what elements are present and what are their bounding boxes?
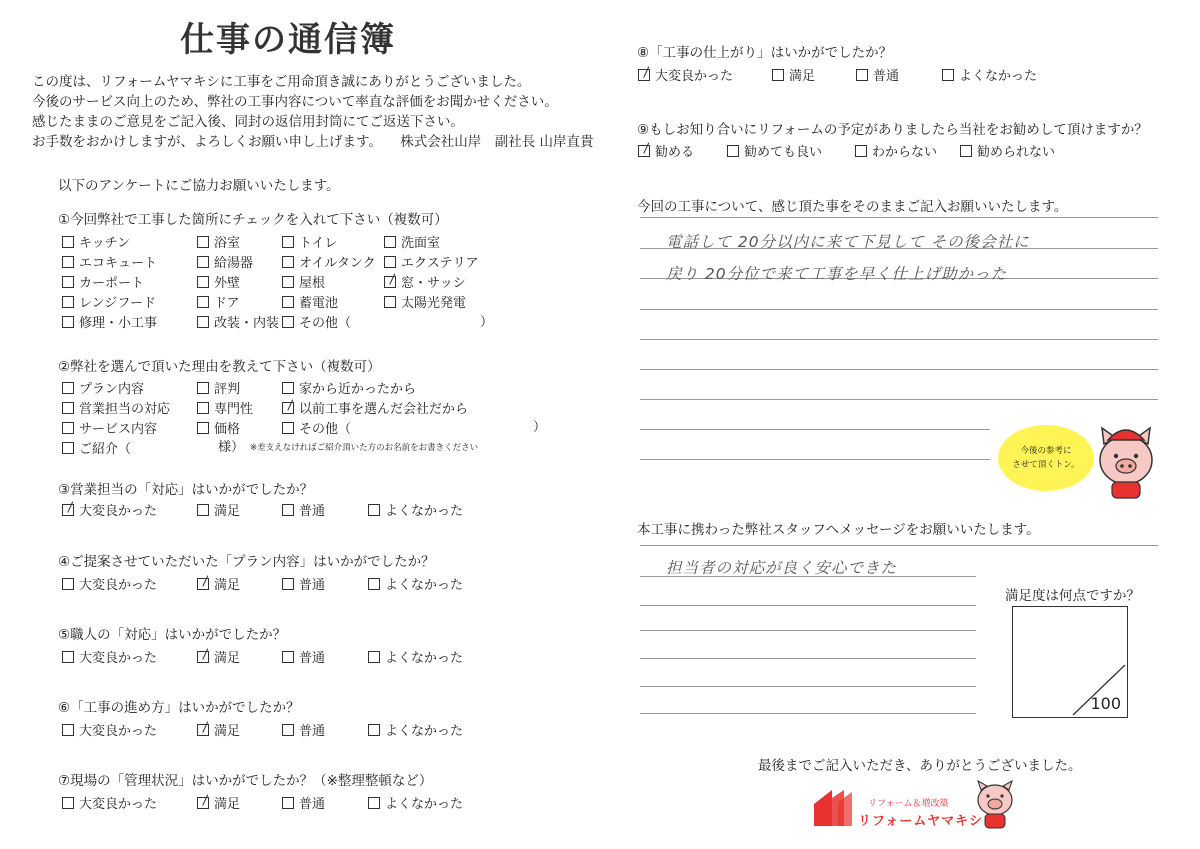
q1-option-1-checkbox[interactable] <box>197 236 209 248</box>
q1-option-9[interactable] <box>197 272 240 291</box>
q2-option-8-checkbox[interactable] <box>282 422 294 434</box>
q5-option-1[interactable] <box>197 647 240 666</box>
score-label: 満足度は何点ですか？ <box>1005 588 1140 604</box>
q2-option-8-label: その他（ <box>299 422 352 437</box>
signature: 株式会社山岸 副社長 山岸直貴 <box>400 134 594 150</box>
comment-rule-line <box>640 217 1158 218</box>
q2-option-3[interactable] <box>62 398 170 417</box>
q7-option-0[interactable] <box>62 793 157 812</box>
closing-message: 最後までご記入いただき、ありがとうございました。 <box>758 758 1082 774</box>
q3-option-0[interactable] <box>62 500 157 519</box>
intro-line-3: 感じたままのご意見をご記入後、同封の返信用封筒にてご返送下さい。 <box>32 114 464 130</box>
q8-option-1-label: 満足 <box>789 69 816 84</box>
q5-option-3-checkbox[interactable] <box>368 651 380 663</box>
comment-rule-line <box>640 459 990 460</box>
q9-option-2-label: わからない <box>872 145 938 160</box>
comment-handwriting-1: 電話して 20分以内に来て下見して その後会社に <box>666 233 1030 251</box>
q1-option-3-checkbox[interactable] <box>384 236 396 248</box>
q6-option-1-label: 満足 <box>214 724 241 739</box>
staff-message-rule-line <box>640 630 976 631</box>
q1-option-5-label: 給湯器 <box>214 256 254 271</box>
q1-option-3[interactable] <box>384 232 440 251</box>
q4-option-0-checkbox[interactable] <box>62 578 74 590</box>
q6-option-1-checkbox[interactable] <box>197 724 209 736</box>
q2-option-9-label: ご紹介（ <box>79 442 132 457</box>
q8-option-3-checkbox[interactable] <box>942 69 954 81</box>
q1-option-15[interactable] <box>384 292 466 311</box>
q4-option-3[interactable] <box>368 574 463 593</box>
q4-option-3-label: よくなかった <box>385 578 464 593</box>
logo-tagline: リフォーム＆増改築 <box>868 799 949 809</box>
q2-option-5-label: 以前工事を選んだ会社だから <box>299 402 469 417</box>
comment-handwriting-2: 戻り 20分位で来て工事を早く仕上げ助かった <box>666 265 1008 283</box>
q8-option-0-label: 大変良かった <box>655 69 734 84</box>
intro-line-4: お手数をおかけしますが、よろしくお願い申し上げます。 <box>32 134 382 150</box>
q9-option-1-checkbox[interactable] <box>727 145 739 157</box>
q2-option-2-checkbox[interactable] <box>282 382 294 394</box>
q5-option-2-checkbox[interactable] <box>282 651 294 663</box>
q9-option-1[interactable] <box>727 141 822 160</box>
q5-option-0-label: 大変良かった <box>79 651 158 666</box>
q8-option-2[interactable] <box>856 65 899 84</box>
q5-option-1-label: 満足 <box>214 651 241 666</box>
bubble-line-1: 今後の参考に <box>1020 446 1072 456</box>
company-logo-icon <box>812 788 854 828</box>
q2-option-6-checkbox[interactable] <box>62 422 74 434</box>
q3-option-1-label: 満足 <box>214 504 241 519</box>
q2-option-1[interactable] <box>197 378 240 397</box>
q9-option-3-label: 勧められない <box>977 145 1056 160</box>
q8-option-1-checkbox[interactable] <box>772 69 784 81</box>
q3-label: ③営業担当の「対応」はいかがでしたか？ <box>58 482 314 498</box>
q4-option-0[interactable] <box>62 574 157 593</box>
q1-option-10[interactable] <box>282 272 325 291</box>
q2-option-5[interactable] <box>282 398 468 417</box>
q1-option-11-label: 窓・サッシ <box>401 276 466 291</box>
staff-message-handwriting: 担当者の対応が良く安心できた <box>666 559 898 577</box>
q1-option-5[interactable] <box>197 252 253 271</box>
q4-option-0-label: 大変良かった <box>79 578 158 593</box>
q2-option-7-checkbox[interactable] <box>197 422 209 434</box>
q1-option-15-checkbox[interactable] <box>384 296 396 308</box>
q6-option-3[interactable] <box>368 720 463 739</box>
q8-option-0[interactable] <box>638 65 733 84</box>
q2-option-9-checkbox[interactable] <box>62 442 74 454</box>
q2-option-4[interactable] <box>197 398 253 417</box>
q2-referral-suffix: 様） <box>218 440 245 455</box>
q1-option-1[interactable] <box>197 232 240 251</box>
q2-option-7[interactable] <box>197 418 240 437</box>
q1-option-14-label: 蓄電池 <box>299 296 339 311</box>
q1-option-7-checkbox[interactable] <box>384 256 396 268</box>
q4-option-2-label: 普通 <box>299 578 326 593</box>
q1-option-5-checkbox[interactable] <box>197 256 209 268</box>
q2-option-0-checkbox[interactable] <box>62 382 74 394</box>
comment-rule-line <box>640 369 1158 370</box>
q1-option-12[interactable] <box>62 292 156 311</box>
q1-option-10-label: 屋根 <box>299 276 326 291</box>
q3-option-2[interactable] <box>282 500 325 519</box>
q4-option-1[interactable] <box>197 574 240 593</box>
q3-option-1[interactable] <box>197 500 240 519</box>
q1-option-4-label: エコキュート <box>79 256 158 271</box>
q1-option-17-checkbox[interactable] <box>197 316 209 328</box>
q1-option-13-checkbox[interactable] <box>197 296 209 308</box>
q5-option-0[interactable] <box>62 647 157 666</box>
q1-option-4-checkbox[interactable] <box>62 256 74 268</box>
q6-option-0-label: 大変良かった <box>79 724 158 739</box>
logo-name: リフォームヤマキシ <box>858 814 983 829</box>
q6-option-2[interactable] <box>282 720 325 739</box>
score-value: 100 <box>1090 694 1121 713</box>
q2-option-1-checkbox[interactable] <box>197 382 209 394</box>
page-title: 仕事の通信簿 <box>180 20 396 60</box>
staff-message-rule-line <box>640 713 976 714</box>
q2-option-5-checkbox[interactable] <box>282 402 294 414</box>
q6-option-0-checkbox[interactable] <box>62 724 74 736</box>
q1-option-9-label: 外壁 <box>214 276 241 291</box>
q1-option-17-label: 改装・内装 <box>214 316 280 331</box>
q2-option-3-label: 営業担当の対応 <box>79 402 171 417</box>
q7-option-0-checkbox[interactable] <box>62 797 74 809</box>
q5-option-2[interactable] <box>282 647 325 666</box>
q1-option-0[interactable] <box>62 232 130 251</box>
q1-option-2-checkbox[interactable] <box>282 236 294 248</box>
q2-referral-note: ※差支えなければご紹介頂いた方のお名前をお書きください <box>250 443 479 453</box>
q1-option-17[interactable] <box>197 312 279 331</box>
q6-label: ⑥「工事の進め方」はいかがでしたか？ <box>58 700 300 716</box>
q2-option-0[interactable] <box>62 378 144 397</box>
q1-option-13[interactable] <box>197 292 240 311</box>
q9-option-3-checkbox[interactable] <box>960 145 972 157</box>
q2-label: ②弊社を選んで頂いた理由を教えて下さい（複数可） <box>58 359 381 375</box>
staff-message-rule-line <box>640 545 1158 546</box>
q4-option-2[interactable] <box>282 574 325 593</box>
intro-line-2: 今後のサービス向上のため、弊社の工事内容について率直な評価をお聞かせください。 <box>32 94 558 110</box>
q7-option-0-label: 大変良かった <box>79 797 158 812</box>
q2-option-1-label: 評判 <box>214 382 241 397</box>
q1-close-paren: ） <box>480 315 494 330</box>
staff-message-rule-line <box>640 658 976 659</box>
q1-option-8[interactable] <box>62 272 144 291</box>
q4-option-1-checkbox[interactable] <box>197 578 209 590</box>
q2-option-3-checkbox[interactable] <box>62 402 74 414</box>
q8-option-0-checkbox[interactable] <box>638 69 650 81</box>
q3-option-2-label: 普通 <box>299 504 326 519</box>
q7-option-2-label: 普通 <box>299 797 326 812</box>
q2-option-9[interactable] <box>62 438 131 457</box>
q2-option-6[interactable] <box>62 418 157 437</box>
score-box <box>1012 606 1128 718</box>
q5-option-3-label: よくなかった <box>385 651 464 666</box>
q7-label: ⑦現場の「管理状況」はいかがでしたか？（※整理整頓など） <box>58 773 433 789</box>
q7-option-1-checkbox[interactable] <box>197 797 209 809</box>
q9-option-0-checkbox[interactable] <box>638 145 650 157</box>
q9-option-1-label: 勧めても良い <box>744 145 823 160</box>
q7-option-1[interactable] <box>197 793 240 812</box>
survey-intro: 以下のアンケートにご協力お願いいたします。 <box>58 178 340 194</box>
q1-option-18-checkbox[interactable] <box>282 316 294 328</box>
q2-close-paren: ） <box>533 420 547 435</box>
q2-option-6-label: サービス内容 <box>79 422 158 437</box>
q4-option-3-checkbox[interactable] <box>368 578 380 590</box>
q3-option-0-checkbox[interactable] <box>62 504 74 516</box>
q7-option-2[interactable] <box>282 793 325 812</box>
q1-option-2-label: トイレ <box>299 236 338 251</box>
q6-option-0[interactable] <box>62 720 157 739</box>
q4-option-1-label: 満足 <box>214 578 241 593</box>
q1-option-7-label: エクステリア <box>401 256 479 271</box>
q3-option-3-checkbox[interactable] <box>368 504 380 516</box>
q7-option-2-checkbox[interactable] <box>282 797 294 809</box>
q1-option-10-checkbox[interactable] <box>282 276 294 288</box>
q3-option-3-label: よくなかった <box>385 504 464 519</box>
q1-option-9-checkbox[interactable] <box>197 276 209 288</box>
q6-option-1[interactable] <box>197 720 240 739</box>
staff-message-label: 本工事に携わった弊社スタッフへメッセージをお願いいたします。 <box>637 522 1040 538</box>
q3-option-1-checkbox[interactable] <box>197 504 209 516</box>
q8-option-2-checkbox[interactable] <box>856 69 868 81</box>
q3-option-3[interactable] <box>368 500 463 519</box>
pig-mascot-icon <box>1090 418 1162 500</box>
q1-option-0-checkbox[interactable] <box>62 236 74 248</box>
q1-option-6[interactable] <box>282 252 376 271</box>
q1-option-0-label: キッチン <box>79 236 131 251</box>
q1-option-18[interactable] <box>282 312 351 331</box>
comment-rule-line <box>640 429 990 430</box>
q1-option-15-label: 太陽光発電 <box>401 296 467 311</box>
q5-label: ⑤職人の「対応」はいかがでしたか？ <box>58 627 287 643</box>
q2-option-0-label: プラン内容 <box>79 382 145 397</box>
q7-option-1-label: 満足 <box>214 797 241 812</box>
bubble-line-2: させて頂くトン。 <box>1012 460 1080 470</box>
q1-option-7[interactable] <box>384 252 479 271</box>
q1-option-2[interactable] <box>282 232 337 251</box>
q5-option-1-checkbox[interactable] <box>197 651 209 663</box>
q9-option-3[interactable] <box>960 141 1055 160</box>
q1-option-16-checkbox[interactable] <box>62 316 74 328</box>
q1-option-1-label: 浴室 <box>214 236 241 251</box>
q1-option-12-label: レンジフード <box>79 296 156 311</box>
q9-label: ⑨もしお知り合いにリフォームの予定がありましたら当社をお勧めして頂けますか？ <box>637 122 1148 138</box>
q7-option-3[interactable] <box>368 793 463 812</box>
q2-option-4-checkbox[interactable] <box>197 402 209 414</box>
q1-option-11[interactable] <box>384 272 466 291</box>
q1-option-14-checkbox[interactable] <box>282 296 294 308</box>
q8-option-1[interactable] <box>772 65 815 84</box>
q1-option-4[interactable] <box>62 252 157 271</box>
q1-option-6-checkbox[interactable] <box>282 256 294 268</box>
q5-option-2-label: 普通 <box>299 651 326 666</box>
intro-line-4-row <box>32 132 594 152</box>
mascot-speech-bubble <box>998 425 1094 491</box>
q8-option-3-label: よくなかった <box>959 69 1038 84</box>
q9-option-2-checkbox[interactable] <box>855 145 867 157</box>
staff-message-rule-line <box>640 605 976 606</box>
q6-option-3-checkbox[interactable] <box>368 724 380 736</box>
q2-option-7-label: 価格 <box>214 422 241 437</box>
q1-option-8-checkbox[interactable] <box>62 276 74 288</box>
q1-option-6-label: オイルタンク <box>299 256 376 271</box>
q7-option-3-label: よくなかった <box>385 797 464 812</box>
q2-option-8[interactable] <box>282 418 351 437</box>
q9-option-0[interactable] <box>638 141 694 160</box>
comment-rule-line <box>640 309 1158 310</box>
q1-option-14[interactable] <box>282 292 338 311</box>
q1-option-18-label: その他（ <box>299 316 352 331</box>
q1-label: ①今回弊社で工事した箇所にチェックを入れて下さい（複数可） <box>58 212 448 228</box>
q1-option-16[interactable] <box>62 312 157 331</box>
q5-option-0-checkbox[interactable] <box>62 651 74 663</box>
comments-label: 今回の工事について、感じ頂た事をそのままご記入お願いいたします。 <box>637 199 1068 215</box>
q9-option-2[interactable] <box>855 141 937 160</box>
q3-option-2-checkbox[interactable] <box>282 504 294 516</box>
comment-rule-line <box>640 399 1158 400</box>
q1-option-12-checkbox[interactable] <box>62 296 74 308</box>
q4-label: ④ご提案させていただいた「プラン内容」はいかがでしたか？ <box>58 554 435 570</box>
q1-option-8-label: カーポート <box>79 276 145 291</box>
q6-option-3-label: よくなかった <box>385 724 464 739</box>
intro-text <box>32 72 594 152</box>
q8-option-3[interactable] <box>942 65 1037 84</box>
q8-label: ⑧「工事の仕上がり」はいかがでしたか？ <box>637 45 893 61</box>
q6-option-2-label: 普通 <box>299 724 326 739</box>
q1-option-16-label: 修理・小工事 <box>79 316 158 331</box>
q4-option-2-checkbox[interactable] <box>282 578 294 590</box>
q1-option-3-label: 洗面室 <box>401 236 441 251</box>
q2-option-2-label: 家から近かったから <box>299 382 417 397</box>
pig-logo-mascot-icon <box>972 780 1018 830</box>
q1-option-11-checkbox[interactable] <box>384 276 396 288</box>
q2-option-2[interactable] <box>282 378 416 397</box>
q7-option-3-checkbox[interactable] <box>368 797 380 809</box>
q9-option-0-label: 勧める <box>655 145 695 160</box>
q5-option-3[interactable] <box>368 647 463 666</box>
comment-rule-line <box>640 339 1158 340</box>
staff-message-rule-line <box>640 686 976 687</box>
q1-option-13-label: ドア <box>214 296 240 311</box>
q3-option-0-label: 大変良かった <box>79 504 158 519</box>
q6-option-2-checkbox[interactable] <box>282 724 294 736</box>
intro-line-1: この度は、リフォームヤマキシに工事をご用命頂き誠にありがとうございました。 <box>32 74 531 90</box>
q8-option-2-label: 普通 <box>873 69 900 84</box>
q2-option-4-label: 専門性 <box>214 402 254 417</box>
